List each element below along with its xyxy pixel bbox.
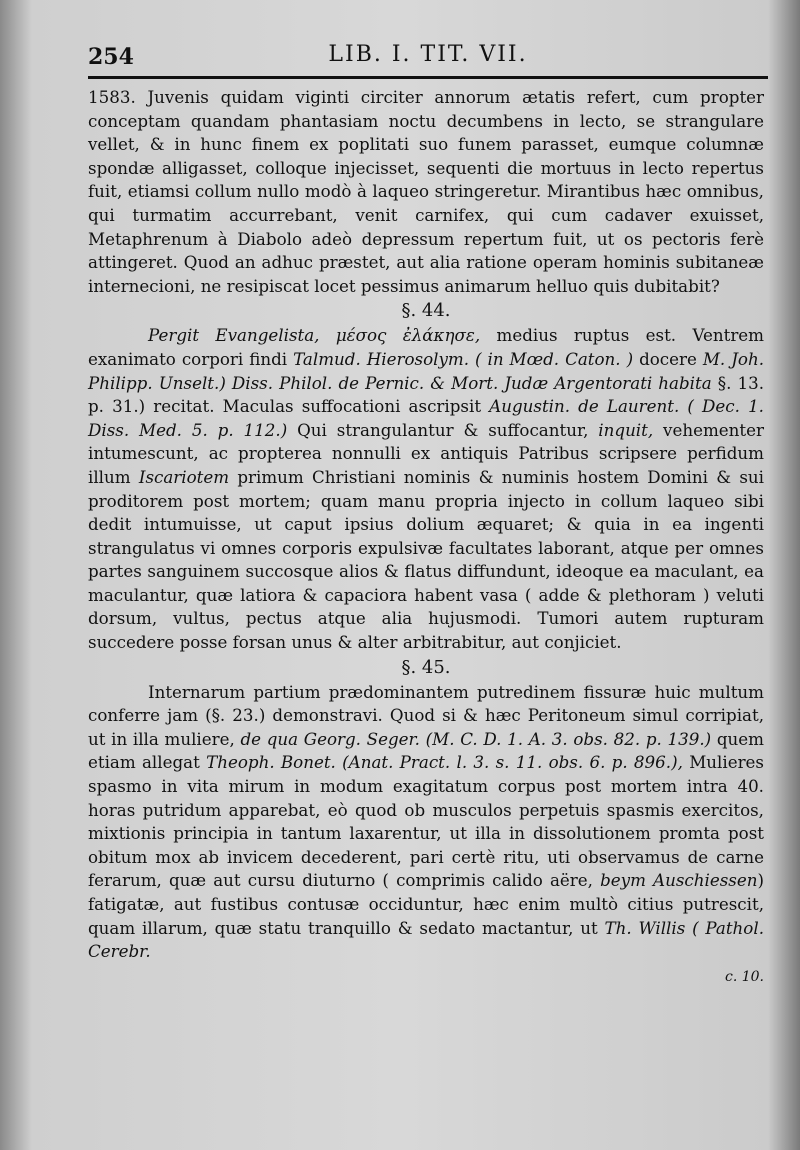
text-italic: Pergit Evangelista, μέσος ἐλάκησε, xyxy=(148,325,481,346)
text-italic: Augustin. de Laurent. ( Dec. 1. Diss. Med. 5. p. 112.) xyxy=(88,396,764,440)
text-run: docere xyxy=(633,348,703,369)
text-run: §. 13. p. 31.) recitat. Maculas suffocationi ascripsit xyxy=(88,372,764,417)
paragraph-45 xyxy=(88,681,764,964)
running-title: LIB. I. TIT. VII. xyxy=(328,42,528,67)
text-run: Internarum partium prædominantem putredinem fissuræ huic multum conferre jam (§. 23.) demonstravi. Quod si & hæc Peritoneum simul corripiat, ut in illa muliere, xyxy=(88,681,764,749)
text-run: ) fatigatæ, aut fustibus contusæ occiduntur, hæc enim multò citius putrescit, quam illarum, quæ statu tranquillo & sedato mactantur, ut xyxy=(88,870,764,938)
header-rule xyxy=(88,76,768,79)
catchword: c. 10. xyxy=(724,968,764,985)
text-italic: Talmud. Hierosolym. ( in Mœd. Caton. ) xyxy=(293,348,634,369)
text-run: vehementer intumescunt, ac propterea nonnulli ex antiquis Patribus scripsere perfidum illum xyxy=(88,419,764,487)
text-italic: Theoph. Bonet. (Anat. Pract. l. 3. s. 11. obs. 6. p. 896.), xyxy=(206,752,683,773)
text-italic: Iscariotem xyxy=(138,466,230,487)
text-run: quem etiam allegat xyxy=(88,728,764,773)
page-number: 254 xyxy=(88,44,134,70)
section-heading-45: §. 45. xyxy=(401,656,451,678)
text-run: medius ruptus est. Ventrem exanimato corpori findi xyxy=(88,325,764,369)
text-italic: inquit, xyxy=(598,419,654,440)
text-italic: Th. Willis ( Pathol. Cerebr. xyxy=(88,917,764,962)
page-header xyxy=(88,38,768,78)
text-italic: beym Auschiessen xyxy=(600,870,758,891)
paragraph-1583: 1583. Juvenis quidam viginti circiter annorum ætatis refert, cum propter conceptam quandam phantasiam noctu decumbens in lecto, se strangulare vellet, & in hunc finem ex poplitati suo funem parasset, eumque columnæ spondæ alligasset, colloque injecisset, sequenti die mortuus in lecto repertus fuit, etiamsi collum nullo modò à laqueo stringeretur. Mirantibus hæc omnibus, qui turmatim accurrebant, venit carnifex, qui cum cadaver exuisset, Metaphrenum à Diabolo adeò depressum repertum fuit, ut os pectoris ferè attingeret. Quod an adhuc præstet, aut alia ratione operam hominis subitaneæ internecioni, ne resipiscat locet pessimus animarum helluo quis dubitabit? xyxy=(88,87,764,296)
text-run: Mulieres spasmo in vita mirum in modum exagitatum corpus post mortem intra 40. horas putridum apparebat, eò quod ob musculos perpetuis spasmis exercitos, mixtionis principia in tantum laxarentur, ut illa in dissolutionem promta post obitum mox ab invicem decederent, pari certè ritu, uti observamus de carne ferarum, quæ aut cursu diuturno ( comprimis calido aëre, xyxy=(88,752,764,891)
page-body xyxy=(88,86,764,989)
paragraph-44 xyxy=(88,324,764,654)
text-italic: M. Joh. Philipp. Unselt.) Diss. Philol. de Pernic. & Mort. Judæ Argentorati habita xyxy=(88,348,764,393)
section-heading-44: §. 44. xyxy=(401,300,451,322)
text-italic: de qua Georg. Seger. (M. C. D. 1. A. 3. obs. 82. p. 139.) xyxy=(240,728,712,749)
text-run: Qui strangulantur & suffocantur, xyxy=(287,419,599,440)
text-run: primum Christiani nominis & numinis hostem Domini & sui proditorem post mortem; quam manu propria injecto in collum laqueo sibi dedit intumuisse, ut caput ipsius dolium æquaret; & quia in ea ingenti strangulatus vi omnes corporis expulsivæ facultates laborant, atque per omnes partes sanguinem succosque alios & flatus diffundunt, ideoque ea maculant, ea maculantur, quæ latiora & capaciora habent vasa ( adde & plethoram ) veluti dorsum, vultus, pectus atque alia hujusmodi. Tumori autem rupturam succedere posse forsan unus & alter arbitrabitur, aut conjiciet. xyxy=(88,466,764,653)
